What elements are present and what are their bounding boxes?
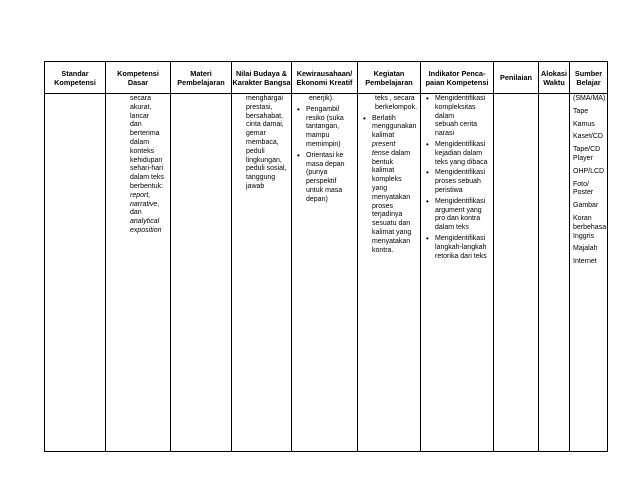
header-label-line: Kompetensi Dasar — [117, 68, 159, 87]
list-item-line: mampu — [306, 132, 330, 140]
cell-sumber-belajar — [570, 94, 608, 452]
list-item-line: masa depan — [306, 160, 345, 168]
text-line: konteks — [130, 147, 155, 155]
text-line: lingkungan, — [246, 156, 282, 164]
header-label-line: Standar — [61, 68, 89, 78]
list-item — [424, 198, 490, 233]
header-label-line: Ekonomi Kreatif — [296, 77, 353, 87]
list-item-line: • Mengidentifikasi — [435, 197, 486, 205]
sumber-item — [573, 202, 604, 211]
text-line: exposition — [130, 226, 162, 234]
kegiatan-list — [358, 94, 420, 255]
text-line: berbentuk: — [130, 182, 164, 190]
sumber-item-line: Internet — [573, 258, 597, 266]
text-line: berterima — [130, 130, 160, 138]
list-item-line: memimpin) — [306, 140, 341, 148]
cell-nilai-budaya — [232, 94, 292, 452]
header-label-line: Alokasi — [541, 68, 567, 78]
sumber-item-line: Player — [573, 154, 593, 162]
list-item-line: • Pengambil — [306, 105, 340, 113]
header-label-line: Karakter Bangsa — [232, 77, 291, 87]
list-item-line: • Mengidentifikasi — [435, 169, 486, 177]
text-line: secara — [130, 95, 152, 102]
header-penilaian — [494, 62, 539, 94]
nilai-budaya-text — [232, 94, 291, 192]
sumber-item-line: Inggris — [573, 232, 595, 240]
text-line: dalam — [130, 138, 150, 146]
list-item-line: kompleksitas dalam — [435, 103, 476, 120]
text-line: prestasi, — [246, 103, 273, 111]
list-item-line: perspektif — [306, 178, 337, 186]
list-item-line: peristiwa — [435, 186, 463, 194]
list-item-line: menyatakan — [372, 193, 411, 201]
text-line: menghargai — [246, 95, 283, 102]
italic-term: present — [372, 140, 396, 148]
kompetensi-dasar-text — [106, 94, 170, 236]
list-item — [295, 152, 354, 205]
sumber-item-line: Gambar — [573, 202, 599, 210]
list-item-line: teks , secara — [375, 95, 415, 102]
list-item-line: untuk masa — [306, 186, 343, 194]
list-item-line: menggunakan — [372, 123, 417, 131]
list-item-line: bentuk kalimat — [372, 158, 395, 175]
text-line: sehari-hari — [130, 165, 164, 173]
list-item-line: • Berlatih — [372, 114, 396, 122]
cell-kewirausahaan — [292, 94, 358, 452]
list-item-line: proses sebuah — [435, 178, 481, 186]
text-conjunction: , dan — [130, 200, 160, 217]
header-label-line: Pembelajaran — [365, 77, 413, 87]
list-item-line: argument yang — [435, 206, 482, 214]
sumber-item-line: Koran — [573, 214, 592, 222]
sumber-item — [573, 133, 604, 142]
list-item — [424, 235, 490, 261]
list-item-line: (punya — [306, 169, 328, 177]
header-kegiatan-pembelajaran — [358, 62, 421, 94]
list-item-line: tense dalam — [372, 149, 411, 157]
header-label-line: Materi — [190, 68, 212, 78]
text-line: membaca, — [246, 138, 279, 146]
header-label-line: Kewirausahaan/ — [296, 68, 353, 78]
list-item — [424, 169, 490, 195]
cell-indikator — [421, 94, 494, 452]
indikator-list — [421, 94, 493, 261]
list-item-line: • Mengidentifikasi — [435, 95, 486, 102]
list-item-line: retorika dari teks — [435, 252, 487, 260]
list-item-line: teks yang dibaca — [435, 158, 488, 166]
header-label-line: Sumber — [574, 68, 603, 78]
header-sumber-belajar — [570, 62, 608, 94]
list-item-line: tantangan, — [306, 123, 340, 131]
list-item-line: kejadian dalam — [435, 149, 483, 157]
header-materi-pembelajaran — [171, 62, 232, 94]
header-kompetensi-dasar — [106, 62, 171, 94]
list-item-line: berkelompok. — [375, 103, 418, 111]
sumber-item — [573, 95, 604, 104]
content-row — [45, 94, 608, 452]
sumber-item-line: Majalah — [573, 245, 598, 253]
sumber-item-line: Foto/ — [573, 180, 589, 188]
indikator-bullets — [424, 95, 490, 261]
list-item-line: kalimat present — [372, 132, 396, 148]
list-item-line: terjadinya — [372, 211, 403, 219]
text-line: peduli sosial, — [246, 165, 287, 173]
sumber-item-line: berbehasa — [573, 223, 607, 231]
sumber-item — [573, 181, 604, 199]
cell-materi-pembelajaran — [171, 94, 232, 452]
list-item-line: narasi — [435, 130, 455, 138]
text-line: akurat, lancar — [130, 103, 152, 120]
header-label-line: Penilaian — [499, 73, 533, 82]
list-item-line: • Mengidentifikasi — [435, 140, 486, 148]
sumber-item — [573, 245, 604, 254]
sumber-item-line: Poster — [573, 189, 594, 197]
cell-penilaian — [494, 94, 539, 452]
header-label-line: Pembelajaran — [177, 77, 225, 87]
kegiatan-bullets — [361, 115, 417, 256]
text-line: tanggung — [246, 174, 276, 182]
cell-alokasi-waktu — [539, 94, 570, 452]
list-item-line: langkah-langkah — [435, 243, 487, 251]
list-item-line: sesuatu dan — [372, 220, 411, 228]
header-row — [45, 62, 608, 94]
list-item — [361, 115, 417, 256]
header-standar-kompetensi — [45, 62, 106, 94]
sumber-item — [573, 168, 604, 177]
list-item-line: pro dan kontra — [435, 215, 481, 223]
sumber-item — [573, 258, 604, 267]
text-line: jawab — [246, 182, 265, 190]
sumber-item-line: Tape — [573, 107, 589, 115]
syllabus-table — [44, 61, 608, 452]
text-line: cinta damai, — [246, 121, 284, 129]
list-item-line: depan) — [306, 195, 328, 203]
sumber-item — [573, 108, 604, 117]
text-line: peduli — [246, 147, 265, 155]
text-line: dan — [130, 121, 142, 129]
cell-kegiatan-pembelajaran — [358, 94, 421, 452]
sumber-item-line: (SMA/MA) — [573, 95, 606, 102]
list-item — [424, 95, 490, 139]
sumber-item-line: Tape/CD — [573, 146, 601, 154]
header-label-line: Waktu — [543, 77, 565, 87]
text-line: bersahabat, — [246, 112, 283, 120]
text-line: gemar — [246, 130, 266, 138]
sumber-belajar-list — [570, 94, 607, 267]
sumber-item — [573, 146, 604, 164]
header-label-line: Nilai Budaya & — [235, 68, 288, 78]
header-nilai-budaya — [232, 62, 292, 94]
header-label-line: Indikator Penca- — [428, 68, 486, 78]
kewirausahaan-bullets — [295, 106, 354, 205]
sumber-item-line: OHP/LCD — [573, 167, 605, 175]
cell-standar-kompetensi — [45, 94, 106, 452]
list-item — [295, 106, 354, 150]
sumber-item-line: Kaset/CD — [573, 133, 603, 141]
header-alokasi-waktu — [539, 62, 570, 94]
kewirausahaan-lead: enerjik). — [309, 95, 334, 102]
list-item-line: kontra. — [372, 246, 394, 254]
list-item-line: • Mengidentifikasi — [435, 234, 486, 242]
list-item-line: sebuah cerita — [435, 121, 478, 129]
text-line: report, — [130, 191, 151, 199]
header-label-line: Kompetensi — [54, 77, 96, 87]
header-label-line: Belajar — [576, 77, 601, 87]
list-item-line: kompleks yang — [372, 176, 402, 192]
cell-kompetensi-dasar — [106, 94, 171, 452]
kewirausahaan-list — [292, 94, 357, 205]
header-kewirausahaan — [292, 62, 358, 94]
header-indikator — [421, 62, 494, 94]
text-line: analytical — [130, 218, 160, 226]
list-item — [424, 141, 490, 167]
text-type-narrative: narrative — [130, 200, 158, 208]
italic-term: tense — [372, 149, 390, 157]
list-item-line: proses — [372, 202, 394, 210]
sumber-item-line: Kamus — [573, 120, 595, 128]
text-line: dalam teks — [130, 174, 164, 182]
sumber-item — [573, 121, 604, 130]
sumber-item — [573, 214, 607, 241]
list-item-line: • Orientasi ke — [306, 151, 344, 159]
list-item-line: resiko (suka — [306, 114, 344, 122]
header-label-line: paian Kompetensi — [425, 77, 489, 87]
list-item-line: menyatakan — [372, 237, 411, 245]
header-label-line: Kegiatan — [373, 68, 405, 78]
list-item-line: kalimat yang — [372, 228, 412, 236]
text-line: kehidupan — [130, 156, 163, 164]
kegiatan-lead — [361, 95, 417, 113]
text-line — [130, 201, 167, 219]
list-item-line: dalam teks — [435, 224, 469, 232]
